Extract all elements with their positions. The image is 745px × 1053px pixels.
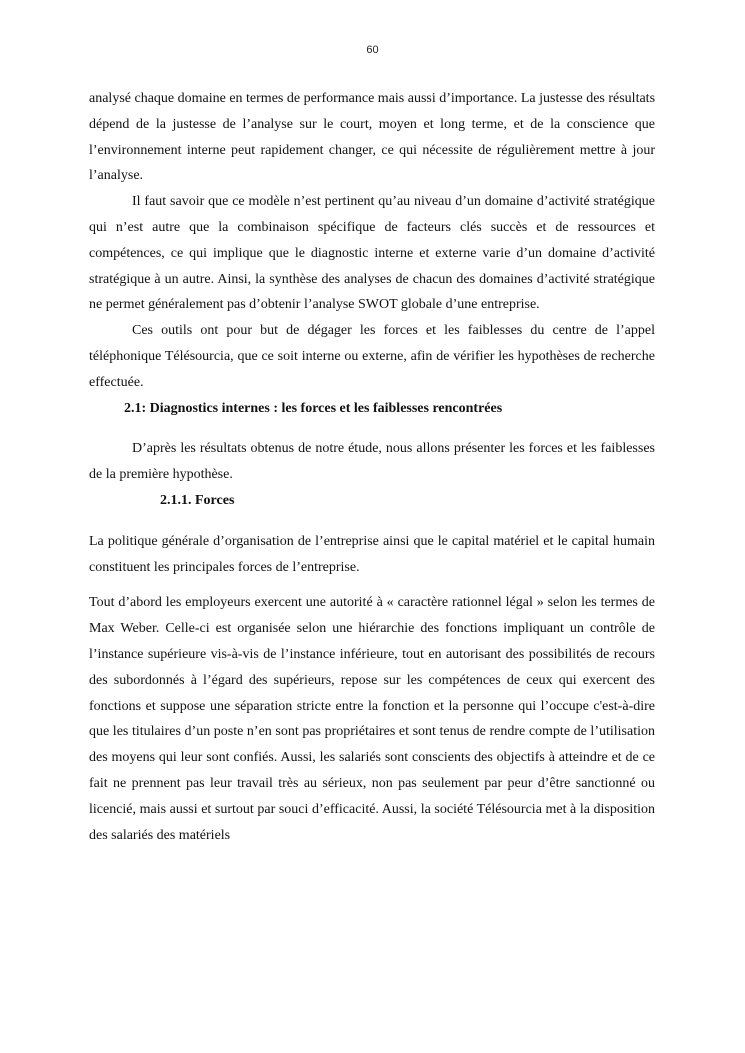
paragraph-general-policy: La politique générale d’organisation de l’entreprise ainsi que le capital matériel et le capital humain constituent les principales forces de l’entreprise.: [89, 533, 655, 575]
page-body: [89, 86, 655, 848]
paragraph-study-results: D’après les résultats obtenus de notre étude, nous allons présenter les forces et les faiblesses de la première hypothèse.: [89, 441, 655, 483]
paragraph-das-model: Il faut savoir que ce modèle n’est pertinent qu’au niveau d’un domaine d’activité stratégique qui n’est autre que la combinaison spécifique de facteurs clés succès et de ressources et compétences, ce qui implique que le diagnostic interne et externe varie d’un domaine d’activité stratégique à un autre. Ainsi, la synthèse des analyses de chacun des domaines d’activité stratégique ne permet généralement pas d’obtenir l’analyse SWOT globale d’une entreprise.: [89, 194, 655, 313]
paragraph-authority-weber: Tout d’abord les employeurs exercent une autorité à « caractère rationnel légal » selon les termes de Max Weber. Celle-ci est organisée selon une hiérarchie des fonctions impliquant un contrôle de l’instance supérieure vis-à-vis de l’instance inférieure, tout en autorisant des possibilités de recours des subordonnés à l’égard des supérieurs, repose sur les compétences de ceux qui exercent des fonctions et suppose une séparation stricte entre la fonction et la personne qui l’occupe c'est-à-dire que les titulaires d’un poste n’en sont pas propriétaires et sont tenus de rendre compte de l’utilisation des moyens qui leur sont confiés. Aussi, les salariés sont conscients des objectifs à atteindre et de ce fait ne prennent pas leur travail très au sérieux, non pas seulement par peur d’être sanctionné ou licencié, mais aussi et surtout par souci d’efficacité. Aussi, la société Télésourcia met à la disposition des salariés des matériels: [89, 595, 655, 843]
page-number: 60: [366, 44, 379, 56]
section-heading-internal-diagnostics: 2.1: Diagnostics internes : les forces et les faiblesses rencontrées: [124, 400, 503, 416]
paragraph-continuation: analysé chaque domaine en termes de performance mais aussi d’importance. La justesse des résultats dépend de la justesse de l’analyse sur le court, moyen et long terme, et de la conscience que l’environnement interne peut rapidement changer, ce qui nécessite de régulièrement mettre à jour l’analyse.: [89, 91, 656, 184]
paragraph-tools-purpose: Ces outils ont pour but de dégager les forces et les faiblesses du centre de l’appel téléphonique Télésourcia, que ce soit interne ou externe, afin de vérifier les hypothèses de recherche effectuée.: [89, 323, 655, 390]
subsection-heading-forces: 2.1.1. Forces: [160, 492, 235, 508]
